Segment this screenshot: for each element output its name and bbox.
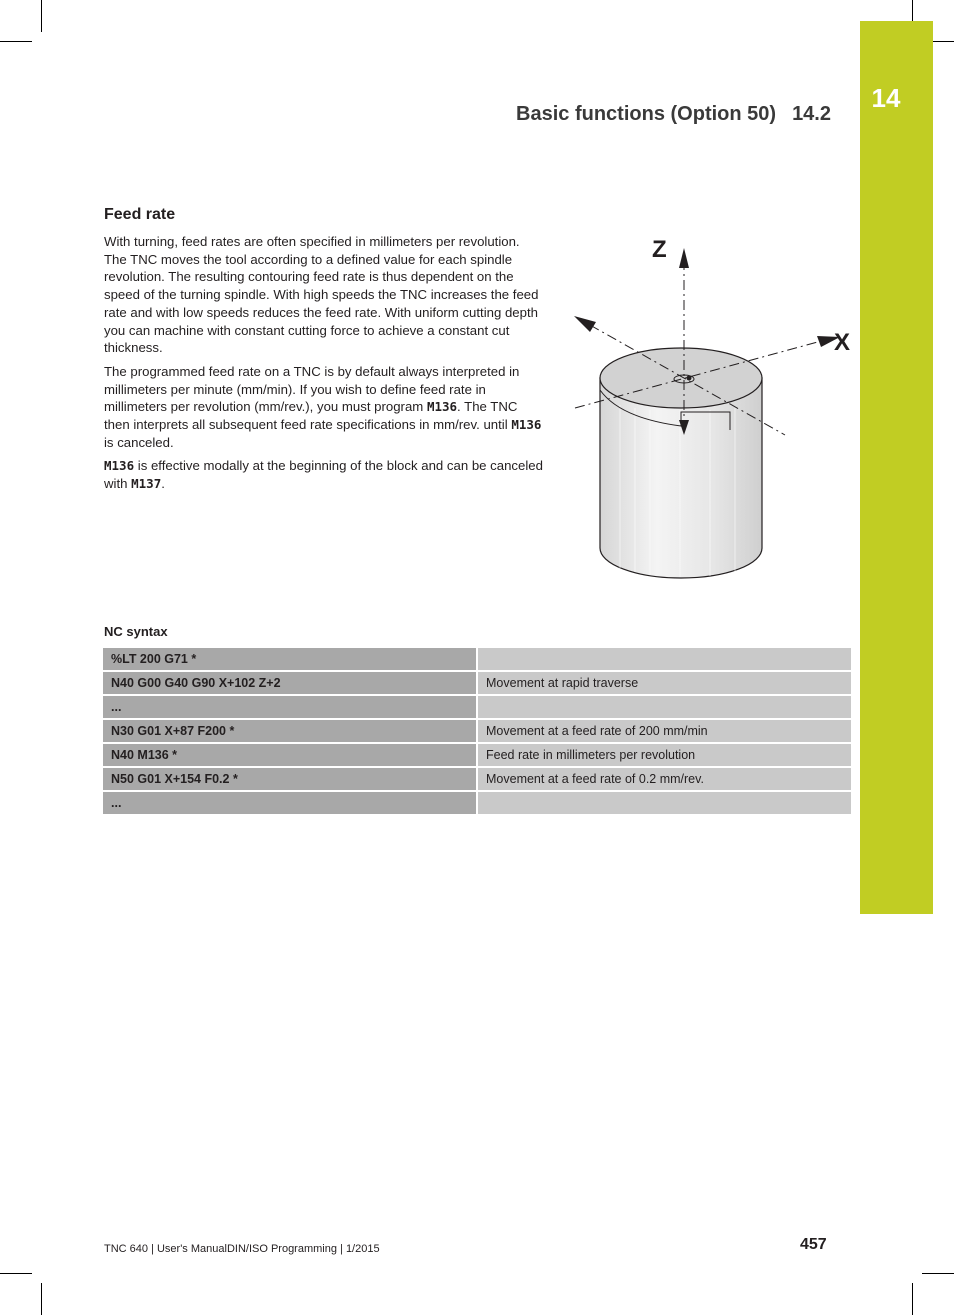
running-header — [516, 103, 831, 126]
nc-description: Movement at rapid traverse — [478, 672, 851, 694]
text-run: The programmed feed rate on a TNC is by default always interpreted in millimeters per minute (mm/min). If you wish to define feed rate in millimeters per revolution (mm/rev.), you must program — [104, 363, 520, 415]
code-m136: M136 — [426, 399, 458, 415]
crop-mark — [0, 1273, 32, 1274]
page-number: 457 — [800, 1236, 827, 1253]
z-axis-arrow — [679, 248, 689, 268]
nc-code: N40 M136 * — [103, 744, 478, 766]
chapter-tab — [860, 21, 933, 914]
header-section-number: 14.2 — [792, 103, 831, 125]
table-row — [103, 672, 851, 694]
text-run: . — [161, 476, 165, 492]
chapter-number: 14 — [871, 83, 901, 113]
nc-syntax-table — [103, 646, 851, 816]
paragraph-1: With turning, feed rates are often specified in millimeters per revolution. The TNC moves the tool according to a defined value for each spindle revolution. The resulting contouring feed rate is thus dependent on the speed of the turning spindle. With high speeds the TNC increases the feed rate and with low speeds reduces the feed rate. With uniform cutting depth you can machine with constant cutting force to achieve a constant cut thickness. — [104, 234, 539, 356]
nc-code: ... — [103, 792, 478, 814]
table-row — [103, 768, 851, 790]
crop-mark — [41, 1283, 42, 1315]
crop-mark — [912, 1283, 913, 1315]
axis-x-label: X — [834, 329, 851, 356]
nc-description: Movement at a feed rate of 0.2 mm/rev. — [478, 768, 851, 790]
nc-code: N40 G00 G40 G90 X+102 Z+2 — [103, 672, 478, 694]
cylinder-axes-figure — [560, 230, 860, 590]
crop-mark — [922, 1273, 954, 1274]
nc-description: Feed rate in millimeters per revolution — [478, 744, 851, 766]
nc-syntax-label: NC syntax — [104, 624, 168, 639]
table-row — [103, 648, 851, 670]
paragraph-2 — [104, 363, 544, 452]
nc-code: N30 G01 X+87 F200 * — [103, 720, 478, 742]
table-row — [103, 720, 851, 742]
text-run: is effective modally at the beginning of the block and can be canceled with — [104, 458, 543, 492]
text-run: is canceled. — [104, 434, 174, 450]
crop-mark — [0, 41, 32, 42]
header-title: Basic functions (Option 50) — [516, 103, 777, 125]
nc-code: N50 G01 X+154 F0.2 * — [103, 768, 478, 790]
table-row — [103, 792, 851, 814]
body-text — [104, 233, 544, 499]
nc-code: %LT 200 G71 * — [103, 648, 478, 670]
code-m136: M136 — [104, 458, 135, 474]
paragraph-3 — [104, 457, 544, 492]
footer-text: TNC 640 | User's ManualDIN/ISO Programming | 1/2015 — [104, 1243, 380, 1255]
figure-svg — [560, 230, 860, 590]
table-row — [103, 696, 851, 718]
crop-mark — [41, 0, 42, 32]
nc-description — [478, 696, 851, 718]
axis-z-label: Z — [652, 236, 667, 263]
nc-description — [478, 648, 851, 670]
cylinder-top — [600, 348, 762, 408]
text-run: . The TNC then interprets all subsequent feed rate specifications in mm/rev. until — [104, 399, 518, 433]
code-m136: M136 — [511, 417, 542, 433]
code-m137: M137 — [131, 476, 162, 492]
nc-code: ... — [103, 696, 478, 718]
section-title: Feed rate — [104, 206, 176, 223]
nc-description: Movement at a feed rate of 200 mm/min — [478, 720, 851, 742]
table-row — [103, 744, 851, 766]
nc-description — [478, 792, 851, 814]
